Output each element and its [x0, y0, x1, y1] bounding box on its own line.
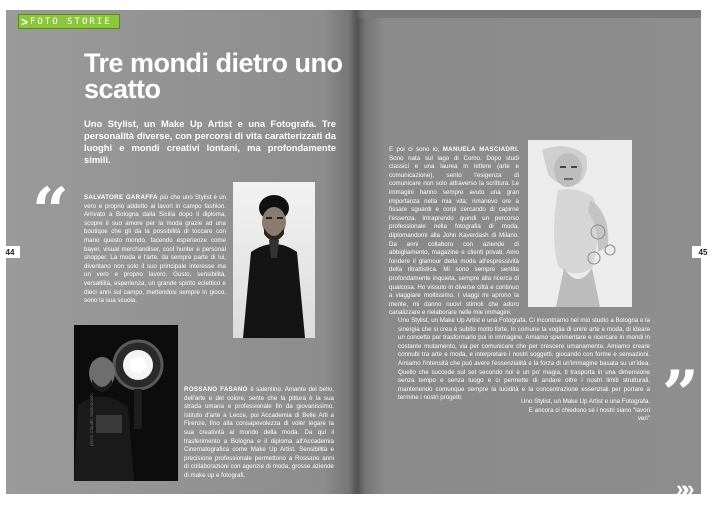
closing-line-1: Uno Stylist, un Make Up Artist e una Fotografa. — [521, 398, 650, 405]
top-band — [357, 10, 701, 18]
photographer-portrait — [528, 140, 632, 307]
page-number-left: 44 — [0, 246, 20, 258]
photo-credit: photo Claudio Santonocito — [89, 393, 94, 446]
manuela-intro: E poi ci sono io, — [389, 146, 440, 153]
section-label: FOTO STORIE — [30, 16, 112, 27]
page-gutter — [349, 10, 365, 494]
rossano-name: ROSSANO FASANO — [184, 386, 248, 393]
open-quote-icon: “ — [32, 174, 69, 249]
section-arrow-icon: > — [21, 14, 29, 29]
manuela-bio — [389, 146, 519, 318]
article-title: Tre mondi dietro uno scatto — [84, 48, 343, 104]
photo-stylist — [233, 182, 315, 338]
article-lede: Uno Stylist, un Make Up Artist e una Fotografa. Tre personalità diverse, con percorsi di vita caratterizzati da luoghi e mondi creativi lontani, ma profondamente simili. — [84, 118, 336, 165]
section-tag — [18, 14, 120, 29]
rossano-text: è salentino. Amante del bello, dell'arte e del colore, sente che la pittura è la sua strada umana e professionale fin da giovanissimo. Istituto d'arte a Lecce, poi Accademia di Belle Arti a Firenze, fino alla consapevolezza di voler legare la sua creatività al mondo della moda. Da qui il trasferimento a Bologna e il diploma all'Accademia Cinematografica come Make Up Artist. Sensibilità e precisione professionale permettono a Rossano anni di collaborazioni con agenzie di moda, grosse aziende di make up e fotografi. — [184, 386, 334, 479]
rossano-bio — [184, 386, 334, 481]
closing-quote — [520, 398, 650, 424]
next-page-arrow-icon[interactable]: »» — [676, 476, 689, 501]
salvatore-bio — [84, 194, 226, 306]
trio-paragraph: Uno Stylist, un Make Up Artist e una Fotografa. Ci incontriamo nel mio studio a Bologna e la sinergia che si crea è subito molto forte. In comune la voglia di unire arte e moda, di ideare un concetto per trasformarlo poi in immagine. Amiamo sperimentare e ricercare in mondi in costante mutamento, via per comunicare che per crescere umanamente. Amiamo creare connubi tra arte e moda, e interpretare i nostri soggetti, giocando con forme e sensazioni. Amiamo l'intensità che può avere l'essenzialità e la forza di un'immagine basata su un'idea. Quello che succede sul set secondo noi è un po' magia, ti trasporta in una dimensione senza tempo e senza luogo e ci permette di andare oltre i nostri limiti strutturali, mantenendo comunque sempre la lucidità e la concentrazione essenziali per portare a termine i nostri progetti. — [398, 317, 650, 402]
closing-line-2: E ancora ci chiedono se i nostri siano "lavori veri" — [528, 406, 650, 423]
photo-photographer — [528, 140, 632, 307]
salvatore-text: più che uno Stylist è un vero e proprio addetto ai lavori in campo fashion. Arrivato a Bologna dalla Sicilia dopo il diploma, scopre il suo amore per la moda grazie ad una boutique che gli da la possibilità di toccare con mano questo mondo, facendo esperienze come bayer, visual merchandiser, cool hunter e personal shopper. La moda e l'arte, da sempre parte di lui, diventano non solo il suo principale interesse ma un vero e proprio lavoro. Gusto, sensibilità, versatilità, esperienza, un grande spirito eclettico e dieci anni sul campo, mettendosi sempre in gioco, sono la sua scuola. — [84, 194, 226, 305]
page-number-right: 45 — [692, 246, 714, 258]
salvatore-name: SALVATORE GARAFFA — [84, 194, 158, 201]
close-quote-icon: ” — [662, 357, 699, 432]
manuela-name: MANUELA MASCIADRI. — [442, 146, 519, 153]
manuela-text: Sono nata sul lago di Como. Dopo studi classici e una laurea in lettere (arte e comunicazione), sento l'esigenza di comunicare non solo attraverso la scrittura. Le immagini hanno sempre avuto una gran importanza nella mia vita; rimanevo ore a fissare sguardi e corpi cercando di capirne l'essenza. Intraprendo quindi un percorso professionale nella fotografia di moda, diplomandomi alla John Kaverdash di Milano. Da anni collaboro con aziende di abbigliamento, magazine e clienti privati. Amo fondere il glamour della moda all'espressività della ritrattistica. Mi sono sempre sentita profondamente inquieta, sempre alla ricerca di qualcosa. Ho vissuto in diverse città e continuo a viaggiare moltissimo. I viaggi mi aprono la mente, mi danno nuovi stimoli che adoro canalizzare e rielaborare nelle mie immagini. — [389, 154, 519, 317]
stylist-portrait — [233, 182, 315, 338]
